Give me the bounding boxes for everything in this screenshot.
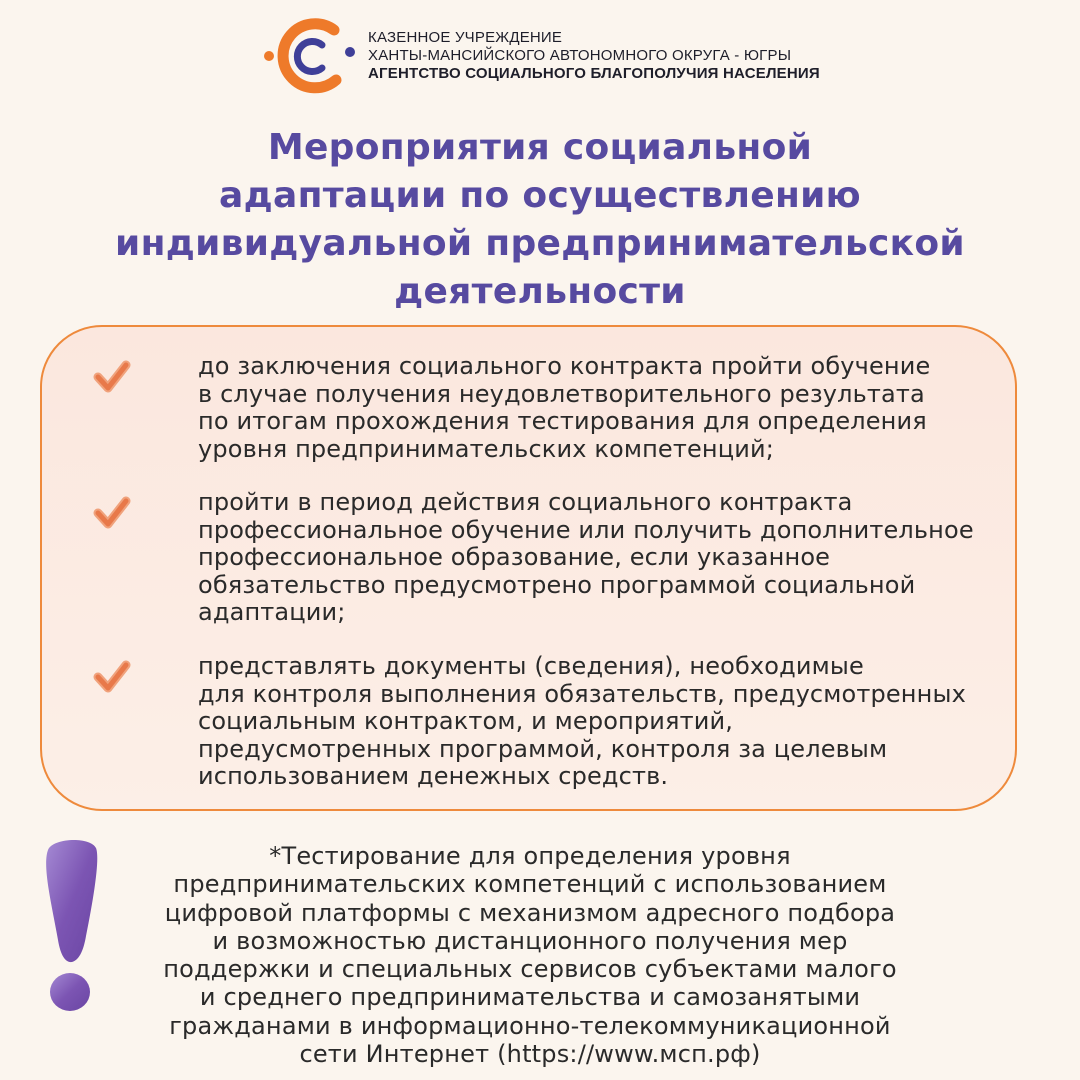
- note-line: и возможностью дистанционного получения мер: [212, 926, 848, 955]
- footnote: [110, 842, 950, 1068]
- list-item-text: [198, 489, 992, 627]
- list-item-text: [198, 653, 992, 791]
- text-line: до заключения социального контракта пройти обучение: [198, 352, 931, 380]
- page-title: [0, 124, 1080, 316]
- organization-name: [368, 29, 820, 83]
- text-line: адаптации;: [198, 598, 346, 626]
- note-line: *Тестирование для определения уровня: [269, 842, 791, 870]
- list-item: [92, 489, 992, 627]
- note-line: предпринимательских компетенций с использованием: [173, 870, 887, 899]
- note-line: поддержки и специальных сервисов субъектами малого: [163, 955, 897, 984]
- org-line-3: АГЕНТСТВО СОЦИАЛЬНОГО БЛАГОПОЛУЧИЯ НАСЕЛЕНИЯ: [368, 65, 820, 82]
- note-line: и среднего предпринимательства и самозанятыми: [199, 983, 861, 1012]
- text-line: профессиональное образование, если указанное: [198, 543, 831, 571]
- check-icon: [92, 657, 132, 697]
- note-line: цифровой платформы с механизмом адресного подбора: [164, 898, 896, 927]
- text-line: представлять документы (сведения), необходимые: [198, 652, 864, 680]
- text-line: по итогам прохождения тестирования для определения: [198, 407, 927, 435]
- title-line: деятельности: [394, 271, 686, 312]
- check-icon: [92, 357, 132, 397]
- requirements-card: [40, 325, 1017, 811]
- list-item: [92, 653, 992, 791]
- title-line: адаптации по осуществлению: [219, 175, 861, 216]
- text-line: обязательство предусмотрено программой социальной: [198, 570, 916, 599]
- title-line: Мероприятия социальной: [267, 127, 813, 168]
- text-line: социальным контрактом, и мероприятий,: [198, 707, 734, 735]
- text-line: уровня предпринимательских компетенций;: [198, 434, 774, 463]
- list-item-text: [198, 353, 992, 463]
- list-item: [92, 353, 992, 463]
- text-line: для контроля выполнения обязательств, предусмотренных: [198, 679, 966, 708]
- header: [262, 18, 820, 94]
- text-line: использованием денежных средств.: [198, 762, 669, 790]
- agency-logo: [262, 18, 360, 94]
- text-line: пройти в период действия социального контракта: [198, 488, 853, 516]
- note-line: сети Интернет (https://www.мсп.рф): [299, 1040, 761, 1069]
- org-line-1: КАЗЕННОЕ УЧРЕЖДЕНИЕ: [368, 29, 563, 46]
- text-line: предусмотренных программой, контроля за целевым: [198, 734, 888, 763]
- text-line: профессиональное обучение или получить дополнительное: [198, 515, 974, 544]
- org-line-2: ХАНТЫ-МАНСИЙСКОГО АВТОНОМНОГО ОКРУГА - ЮГРЫ: [368, 47, 792, 64]
- text-line: в случае получения неудовлетворительного результата: [198, 379, 925, 408]
- note-line: гражданами в информационно-телекоммуникационной: [169, 1011, 891, 1040]
- check-icon: [92, 493, 132, 533]
- title-line: индивидуальной предпринимательской: [115, 223, 965, 264]
- exclamation-icon: [38, 836, 102, 1016]
